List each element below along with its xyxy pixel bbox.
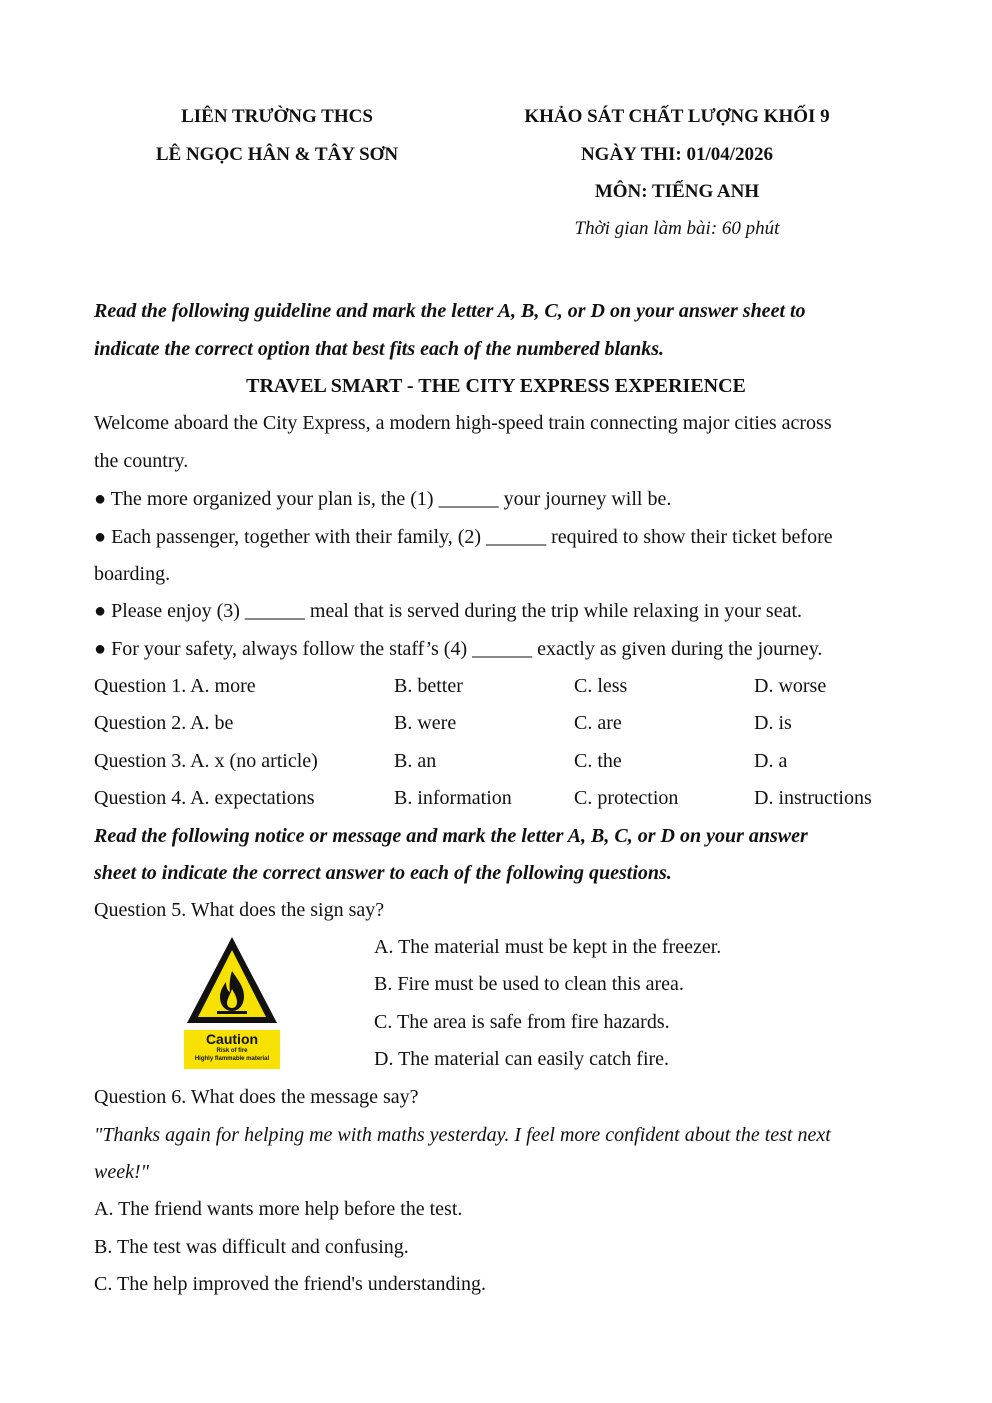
q6-message-line1: "Thanks again for helping me with maths yesterday. I feel more confident about the test next xyxy=(94,1124,831,1146)
school-name-line1: LIÊN TRƯỜNG THCS xyxy=(181,106,373,127)
passage-bullet-1: ● The more organized your plan is, the (1) ______ your journey will be. xyxy=(94,488,672,510)
exam-date: NGÀY THI: 01/04/2026 xyxy=(580,144,774,165)
passage-bullet-2-cont: boarding. xyxy=(94,563,171,585)
q3-option-b: B. an xyxy=(394,750,437,772)
q4-option-b: B. information xyxy=(394,787,512,809)
q6-option-c: C. The help improved the friend's understanding. xyxy=(94,1273,487,1295)
q3-option-c: C. the xyxy=(574,750,622,772)
q6-question: Question 6. What does the message say? xyxy=(94,1086,419,1108)
q1-option-c: C. less xyxy=(574,675,628,697)
q6-option-b: B. The test was difficult and confusing. xyxy=(94,1236,409,1258)
sign-caption: Caution xyxy=(205,1031,259,1047)
section1-instruction-line2: indicate the correct option that best fits each of the numbered blanks. xyxy=(94,338,664,360)
q1-option-a: Question 1. A. more xyxy=(94,675,256,697)
passage-intro-line2: the country. xyxy=(94,450,189,472)
q2-option-d: D. is xyxy=(754,712,792,734)
passage-bullet-4: ● For your safety, always follow the staff’s (4) ______ exactly as given during the journey. xyxy=(94,638,823,660)
q3-option-d: D. a xyxy=(754,750,788,772)
q5-option-b: B. Fire must be used to clean this area. xyxy=(374,973,684,995)
sign-subtext-1: Risk of fire xyxy=(216,1048,248,1054)
q1-option-b: B. better xyxy=(394,675,463,697)
passage-title: TRAVEL SMART - THE CITY EXPRESS EXPERIENCE xyxy=(246,375,746,397)
passage-bullet-3: ● Please enjoy (3) ______ meal that is served during the trip while relaxing in your seat. xyxy=(94,600,803,622)
section2-instruction-line2: sheet to indicate the correct answer to each of the following questions. xyxy=(94,862,672,884)
q1-option-d: D. worse xyxy=(754,675,827,697)
q3-option-a: Question 3. A. x (no article) xyxy=(94,750,318,772)
passage-intro-line1: Welcome aboard the City Express, a modern high-speed train connecting major cities across xyxy=(94,412,832,434)
q6-option-a: A. The friend wants more help before the test. xyxy=(94,1198,463,1220)
caution-sign xyxy=(184,933,280,1071)
q4-option-c: C. protection xyxy=(574,787,679,809)
q5-option-c: C. The area is safe from fire hazards. xyxy=(374,1011,670,1033)
q5-option-d: D. The material can easily catch fire. xyxy=(374,1048,670,1070)
q5-option-a: A. The material must be kept in the freezer. xyxy=(374,936,722,958)
section1-instruction-line1: Read the following guideline and mark the letter A, B, C, or D on your answer sheet to xyxy=(94,300,806,322)
section2-instruction-line1: Read the following notice or message and mark the letter A, B, C, or D on your answer xyxy=(94,825,808,847)
exam-subject: MÔN: TIẾNG ANH xyxy=(594,181,760,202)
school-name-line2: LÊ NGỌC HÂN & TÂY SƠN xyxy=(155,144,399,165)
q2-option-b: B. were xyxy=(394,712,457,734)
q5-question: Question 5. What does the sign say? xyxy=(94,899,385,921)
q2-option-c: C. are xyxy=(574,712,622,734)
q2-option-a: Question 2. A. be xyxy=(94,712,234,734)
exam-duration: Thời gian làm bài: 60 phút xyxy=(574,218,780,239)
exam-title: KHẢO SÁT CHẤT LƯỢNG KHỐI 9 xyxy=(524,106,830,127)
q4-option-d: D. instructions xyxy=(754,787,872,809)
q4-option-a: Question 4. A. expectations xyxy=(94,787,315,809)
sign-subtext-2: Highly flammable material xyxy=(194,1056,270,1062)
q6-message-line2: week!" xyxy=(94,1161,150,1183)
passage-bullet-2: ● Each passenger, together with their family, (2) ______ required to show their ticket before xyxy=(94,526,833,548)
